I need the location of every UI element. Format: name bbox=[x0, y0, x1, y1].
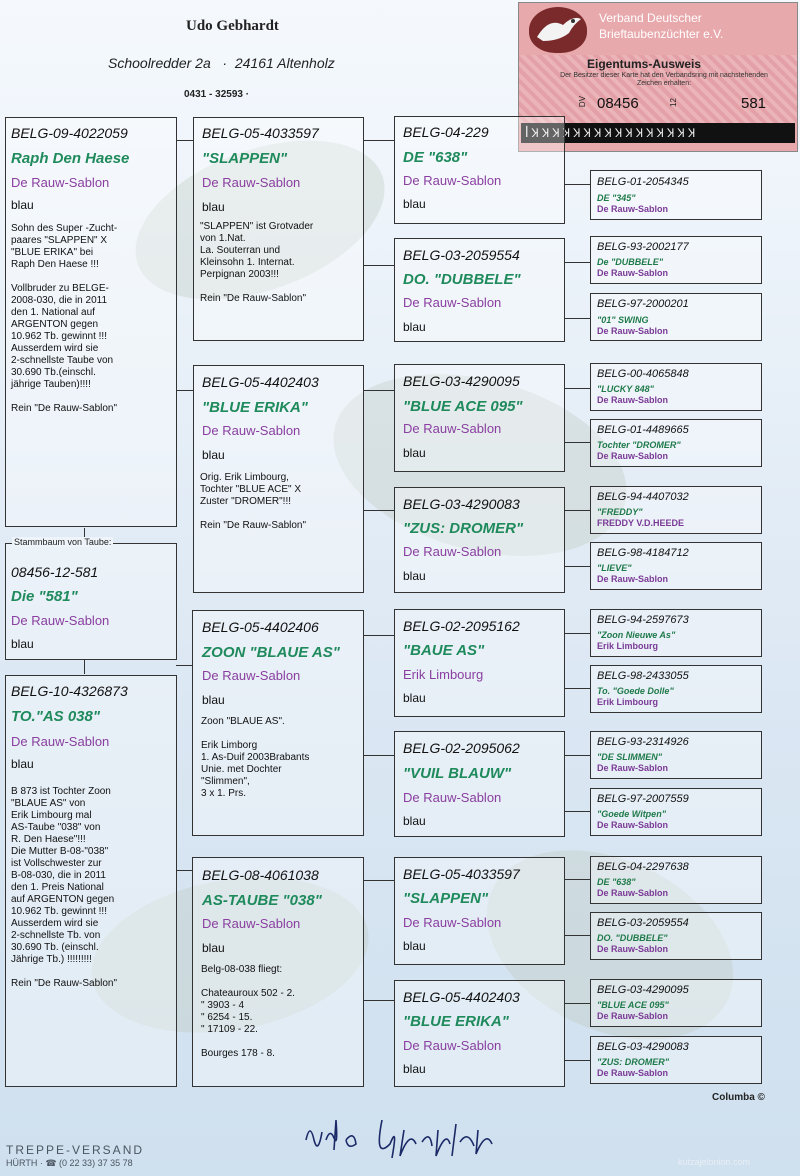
great-great-grandparent-card bbox=[590, 1036, 762, 1084]
gp-notes: Belg-08-038 fliegt: Chateauroux 502 - 2. " 3903 - 4 " 6254 - 15. " 17109 - 22. Bourges 178 - 8. bbox=[201, 964, 295, 1059]
gp-breeder: De Rauw-Sablon bbox=[202, 916, 301, 931]
great-grandparent-card bbox=[394, 980, 565, 1087]
great-great-grandparent-card bbox=[590, 542, 762, 590]
ggp-color: blau bbox=[403, 691, 426, 705]
ggp-breeder: De Rauw-Sablon bbox=[403, 915, 502, 930]
ggp-color: blau bbox=[403, 197, 426, 211]
great-great-grandparent-card bbox=[590, 731, 762, 779]
gggp-ring: BELG-03-2059554 bbox=[597, 917, 689, 929]
ggp-name: "BLUE ACE 095" bbox=[403, 398, 523, 415]
ggp-name: DE "638" bbox=[403, 149, 468, 166]
ggp-name: "SLAPPEN" bbox=[403, 890, 489, 907]
ggp-ring: BELG-03-4290095 bbox=[403, 373, 520, 389]
owner-address: Schoolredder 2a · 24161 Altenholz bbox=[108, 55, 335, 71]
gggp-ring: BELG-01-4489665 bbox=[597, 424, 689, 436]
ggp-name: DO. "DUBBELE" bbox=[403, 271, 521, 288]
ggp-ring: BELG-04-229 bbox=[403, 124, 489, 140]
main-breeder: De Rauw-Sablon bbox=[11, 613, 110, 628]
gggp-breeder: De Rauw-Sablon bbox=[597, 763, 669, 773]
gggp-ring: BELG-03-4290095 bbox=[597, 984, 689, 996]
card-barcode-glyphs: ꟾꞰꞰꞰꞰꞰꞰꞰꞰꞰꞰꞰꞰꞰꞰꞰꞰ bbox=[525, 126, 699, 140]
card-org-line2: Brieftaubenzüchter e.V. bbox=[599, 27, 724, 41]
gggp-name: To. "Goede Dolle" bbox=[597, 686, 674, 696]
gp-name: "SLAPPEN" bbox=[202, 150, 288, 167]
gp-name: AS-TAUBE "038" bbox=[202, 892, 322, 909]
great-great-grandparent-card bbox=[590, 363, 762, 411]
card-year: 12 bbox=[668, 98, 678, 107]
ggp-color: blau bbox=[403, 320, 426, 334]
ggp-color: blau bbox=[403, 814, 426, 828]
mother-color: blau bbox=[11, 757, 34, 771]
great-great-grandparent-card bbox=[590, 788, 762, 836]
mother-name: TO."AS 038" bbox=[11, 708, 100, 725]
main-ring: 08456-12-581 bbox=[11, 564, 99, 580]
signature-icon bbox=[300, 1100, 500, 1170]
main-color: blau bbox=[11, 637, 34, 651]
ggp-breeder: De Rauw-Sablon bbox=[403, 295, 502, 310]
gp-ring: BELG-08-4061038 bbox=[202, 867, 319, 883]
father-ring: BELG-09-4022059 bbox=[11, 125, 128, 141]
gggp-ring: BELG-01-2054345 bbox=[597, 176, 689, 188]
mother-ring: BELG-10-4326873 bbox=[11, 683, 128, 699]
mother-card bbox=[5, 675, 177, 1087]
gggp-breeder: De Rauw-Sablon bbox=[597, 395, 669, 405]
main-name: Die "581" bbox=[11, 588, 78, 605]
gggp-breeder: Erik Limbourg bbox=[597, 697, 659, 707]
great-great-grandparent-card bbox=[590, 912, 762, 960]
gggp-breeder: De Rauw-Sablon bbox=[597, 888, 669, 898]
gggp-breeder: De Rauw-Sablon bbox=[597, 1011, 669, 1021]
card-dv: DV bbox=[578, 95, 588, 108]
ggp-color: blau bbox=[403, 1062, 426, 1076]
gp-color: blau bbox=[202, 200, 225, 214]
gp-color: blau bbox=[202, 693, 225, 707]
gggp-name: "LUCKY 848" bbox=[597, 384, 654, 394]
ggp-color: blau bbox=[403, 446, 426, 460]
gp-name: "BLUE ERIKA" bbox=[202, 399, 308, 416]
gp-ring: BELG-05-4402403 bbox=[202, 374, 319, 390]
gggp-ring: BELG-04-2297638 bbox=[597, 861, 689, 873]
ggp-breeder: De Rauw-Sablon bbox=[403, 544, 502, 559]
gggp-name: "BLUE ACE 095" bbox=[597, 1000, 669, 1010]
gggp-breeder: Erik Limbourg bbox=[597, 641, 659, 651]
great-grandparent-card bbox=[394, 116, 565, 224]
gggp-breeder: De Rauw-Sablon bbox=[597, 574, 669, 584]
gggp-ring: BELG-94-4407032 bbox=[597, 491, 689, 503]
owner-name: Udo Gebhardt bbox=[186, 18, 279, 34]
ggp-breeder: De Rauw-Sablon bbox=[403, 1038, 502, 1053]
gggp-name: DO. "DUBBELE" bbox=[597, 933, 668, 943]
card-title: Eigentums-Ausweis bbox=[587, 57, 702, 71]
ggp-ring: BELG-05-4402403 bbox=[403, 989, 520, 1005]
gggp-breeder: De Rauw-Sablon bbox=[597, 820, 669, 830]
gggp-breeder: De Rauw-Sablon bbox=[597, 944, 669, 954]
gp-ring: BELG-05-4033597 bbox=[202, 125, 319, 141]
pigeon-emblem-icon bbox=[529, 7, 587, 53]
card-ring: 581 bbox=[741, 95, 767, 112]
gggp-ring: BELG-00-4065848 bbox=[597, 368, 689, 380]
great-grandparent-card bbox=[394, 487, 565, 593]
great-great-grandparent-card bbox=[590, 609, 762, 657]
grandparent-card bbox=[192, 610, 364, 836]
gggp-breeder: De Rauw-Sablon bbox=[597, 1068, 669, 1078]
gggp-name: DE "638" bbox=[597, 877, 636, 887]
father-color: blau bbox=[11, 198, 34, 212]
gggp-name: Tochter "DROMER" bbox=[597, 440, 681, 450]
great-grandparent-card bbox=[394, 238, 565, 342]
gggp-ring: BELG-97-2000201 bbox=[597, 298, 689, 310]
eagle-logo-icon bbox=[529, 7, 587, 53]
gggp-name: "01" SWING bbox=[597, 315, 649, 325]
main-pigeon-card bbox=[5, 537, 177, 660]
card-number: 08456 bbox=[597, 95, 639, 112]
gp-notes: Orig. Erik Limbourg, Tochter "BLUE ACE" X Zuster "DROMER"!!! Rein "De Rauw-Sablon" bbox=[200, 472, 307, 531]
great-great-grandparent-card bbox=[590, 979, 762, 1027]
gp-color: blau bbox=[202, 941, 225, 955]
grandparent-card bbox=[193, 365, 364, 593]
ggp-ring: BELG-02-2095062 bbox=[403, 740, 520, 756]
great-grandparent-card bbox=[394, 364, 565, 472]
ggp-name: "BAUE AS" bbox=[403, 642, 485, 659]
gggp-ring: BELG-93-2314926 bbox=[597, 736, 689, 748]
gp-ring: BELG-05-4402406 bbox=[202, 619, 319, 635]
gp-name: ZOON "BLAUE AS" bbox=[202, 644, 340, 661]
gggp-breeder: FREDDY V.D.HEEDE bbox=[597, 518, 685, 528]
gp-notes: "SLAPPEN" ist Grotvader von 1.Nat. La. Souterran und Kleinsohn 1. Internat. Perpignan 2003!!! Rein "De Rauw-Sablon" bbox=[200, 221, 314, 304]
father-name: Raph Den Haese bbox=[11, 150, 130, 167]
gp-breeder: De Rauw-Sablon bbox=[202, 423, 301, 438]
gggp-name: "ZUS: DROMER" bbox=[597, 1057, 670, 1067]
mother-notes: B 873 ist Tochter Zoon "BLAUE AS" von Erik Limbourg mal AS-Taube "038" von R. Den Haese"!!! Die Mutter B-08-"038" ist Vollschwester zur B-08-030, die in 2011 den 1. Preis National auf ARGENTON gegen 10.962 Tb. gewinnt !!! Ausserdem wird sie 2-schnellste Tb. von 30.690 Tb. (einschl. Jährige Tb.) !!!!!!!!! Rein "De Rauw-Sablon" bbox=[11, 786, 118, 989]
gggp-breeder: De Rauw-Sablon bbox=[597, 326, 669, 336]
gp-breeder: De Rauw-Sablon bbox=[202, 668, 301, 683]
ggp-breeder: De Rauw-Sablon bbox=[403, 421, 502, 436]
great-great-grandparent-card bbox=[590, 486, 762, 534]
ggp-ring: BELG-03-4290083 bbox=[403, 496, 520, 512]
ggp-breeder: Erik Limbourg bbox=[403, 667, 484, 682]
gggp-ring: BELG-94-2597673 bbox=[597, 614, 689, 626]
great-great-grandparent-card bbox=[590, 419, 762, 467]
great-grandparent-card bbox=[394, 609, 565, 717]
gggp-ring: BELG-93-2002177 bbox=[597, 241, 689, 253]
ggp-name: "ZUS: DROMER" bbox=[403, 520, 524, 537]
great-great-grandparent-card bbox=[590, 236, 762, 284]
gggp-name: De "DUBBELE" bbox=[597, 257, 664, 267]
gggp-name: "Zoon Nieuwe As" bbox=[597, 630, 676, 640]
great-great-grandparent-card bbox=[590, 665, 762, 713]
gp-color: blau bbox=[202, 448, 225, 462]
printer-address: HÜRTH · ☎ (0 22 33) 37 35 78 bbox=[6, 1158, 133, 1168]
gggp-breeder: De Rauw-Sablon bbox=[597, 204, 669, 214]
great-grandparent-card bbox=[394, 857, 565, 965]
ggp-ring: BELG-05-4033597 bbox=[403, 866, 520, 882]
handwritten-signature bbox=[300, 1100, 500, 1170]
ggp-ring: BELG-03-2059554 bbox=[403, 247, 520, 263]
father-notes: Sohn des Super -Zucht- paares "SLAPPEN" X "BLUE ERIKA" bei Raph Den Haese !!! Vollbruder zu BELGE- 2008-030, die in 2011 den 1. National auf ARGENTON gegen 10.962 Tb. gewinnt !!! Ausserdem wird sie 2-schnellste Taube von 30.690 Tb.(einschl. jährige Tauben)!!!! Rein "De Rauw-Sablon" bbox=[11, 223, 118, 414]
gggp-breeder: De Rauw-Sablon bbox=[597, 451, 669, 461]
columba-credit: Columba © bbox=[712, 1092, 765, 1103]
father-breeder: De Rauw-Sablon bbox=[11, 175, 110, 190]
great-great-grandparent-card bbox=[590, 293, 762, 341]
gggp-name: "LIEVE" bbox=[597, 563, 632, 573]
gggp-ring: BELG-98-2433055 bbox=[597, 670, 689, 682]
pedigree-label: Stammbaum von Taube: bbox=[14, 537, 112, 547]
owner-phone: 0431 - 32593 · bbox=[184, 89, 250, 100]
father-card bbox=[5, 117, 177, 527]
gggp-ring: BELG-03-4290083 bbox=[597, 1041, 689, 1053]
gp-notes: Zoon "BLAUE AS". Erik Limborg 1. As-Duif 2003Brabants Unie. met Dochter "Slimmen", 3 x 1. Prs. bbox=[201, 716, 310, 799]
mother-breeder: De Rauw-Sablon bbox=[11, 734, 110, 749]
ggp-name: "VUIL BLAUW" bbox=[403, 765, 512, 782]
ggp-name: "BLUE ERIKA" bbox=[403, 1013, 509, 1030]
gggp-ring: BELG-98-4184712 bbox=[597, 547, 689, 559]
ggp-color: blau bbox=[403, 939, 426, 953]
grandparent-card bbox=[193, 117, 364, 341]
ggp-ring: BELG-02-2095162 bbox=[403, 618, 520, 634]
gggp-name: "Goede Witpen" bbox=[597, 809, 666, 819]
printer-name: TREPPE-VERSAND bbox=[6, 1143, 145, 1157]
watermark-url: kutzajelonion.com bbox=[678, 1157, 751, 1167]
great-great-grandparent-card bbox=[590, 170, 762, 220]
gp-breeder: De Rauw-Sablon bbox=[202, 175, 301, 190]
card-subtitle: Der Besitzer dieser Karte hat den Verbandsring mit nachstehenden Zeichen erhalten: bbox=[560, 72, 768, 87]
ggp-breeder: De Rauw-Sablon bbox=[403, 173, 502, 188]
gggp-name: "FREDDY" bbox=[597, 507, 643, 517]
ggp-color: blau bbox=[403, 569, 426, 583]
ggp-breeder: De Rauw-Sablon bbox=[403, 790, 502, 805]
great-grandparent-card bbox=[394, 731, 565, 837]
gggp-name: "DE SLIMMEN" bbox=[597, 752, 663, 762]
card-org-line1: Verband Deutscher bbox=[599, 11, 702, 25]
gggp-name: DE "345" bbox=[597, 193, 636, 203]
gggp-breeder: De Rauw-Sablon bbox=[597, 268, 669, 278]
great-great-grandparent-card bbox=[590, 856, 762, 904]
gggp-ring: BELG-97-2007559 bbox=[597, 793, 689, 805]
grandparent-card bbox=[192, 857, 364, 1087]
